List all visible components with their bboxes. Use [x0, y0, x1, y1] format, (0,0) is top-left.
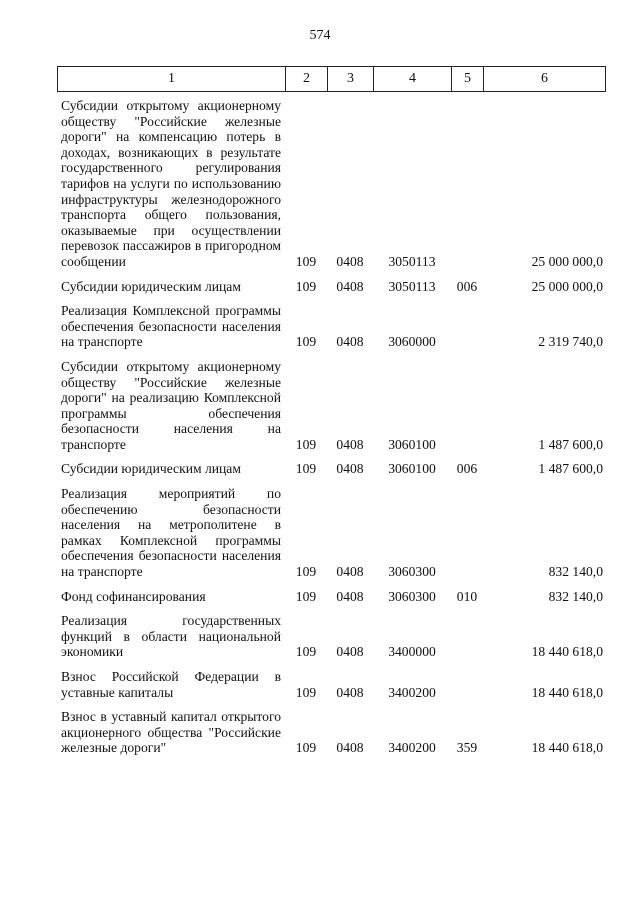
table-row: [57, 589, 605, 605]
column-header-row: [58, 67, 606, 92]
budget-rows: [57, 92, 605, 756]
row-ministry-code: 109: [295, 684, 317, 700]
column-header-5: 5: [452, 67, 484, 92]
row-target-code: 3050113: [388, 253, 436, 269]
row-description: Реализация государственных функций в области национальной экономики: [61, 613, 281, 660]
row-ministry-code: 109: [295, 436, 317, 452]
row-expense-type: 359: [456, 740, 478, 756]
table-row: [57, 98, 605, 270]
column-header-3: 3: [328, 67, 374, 92]
row-section-code: 0408: [336, 564, 364, 580]
row-section-code: 0408: [336, 436, 364, 452]
row-amount: 18 440 618,0: [531, 740, 603, 756]
table-row: [57, 279, 605, 295]
row-description: Субсидии открытому акционерному обществу "Российские железные дороги" на компенсацию потерь в доходах, возникающих в результате государственного регулирования тарифов на услуги по использованию инфраструктуры железнодорожного транспорта общего пользования, оказываемые при осуществлении перевозок пассажиров в пригородном сообщении: [61, 98, 281, 269]
table-row: [57, 486, 605, 580]
row-target-code: 3060100: [388, 436, 436, 452]
row-section-code: 0408: [336, 334, 364, 350]
column-header-2: 2: [286, 67, 328, 92]
column-header-1: 1: [58, 67, 286, 92]
row-description: Субсидии юридическим лицам: [61, 461, 241, 477]
row-description: Субсидии открытому акционерному обществу "Российские железные дороги" на реализацию Комплексной программы обеспечения безопасности населения на транспорте: [61, 358, 281, 452]
row-amount: 832 140,0: [548, 564, 603, 580]
table-row: [57, 461, 605, 477]
table-row: [57, 303, 605, 350]
row-amount: 1 487 600,0: [538, 461, 603, 477]
column-header-6: 6: [484, 67, 606, 92]
row-description: Взнос в уставный капитал открытого акционерного общества "Российские железные дороги": [61, 709, 281, 756]
page-number: 574: [309, 28, 331, 43]
row-expense-type: 006: [456, 461, 478, 477]
row-ministry-code: 109: [295, 253, 317, 269]
row-target-code: 3060300: [388, 588, 436, 604]
row-ministry-code: 109: [295, 334, 317, 350]
row-ministry-code: 109: [295, 461, 317, 477]
row-section-code: 0408: [336, 684, 364, 700]
row-description: Взнос Российской Федерации в уставные капиталы: [61, 669, 281, 700]
column-header-table: [57, 66, 606, 92]
column-header-4: 4: [374, 67, 452, 92]
row-expense-type: 010: [456, 588, 478, 604]
row-description: Реализация Комплексной программы обеспечения безопасности населения на транспорте: [61, 303, 281, 350]
row-target-code: 3060000: [388, 334, 436, 350]
row-ministry-code: 109: [295, 278, 317, 294]
table-row: [57, 613, 605, 660]
row-ministry-code: 109: [295, 588, 317, 604]
row-amount: 2 319 740,0: [538, 334, 603, 350]
row-amount: 1 487 600,0: [538, 436, 603, 452]
row-ministry-code: 109: [295, 740, 317, 756]
row-description: Реализация мероприятий по обеспечению безопасности населения на метрополитене в рамках Комплексной программы обеспечения безопасности населения на транспорте: [61, 486, 281, 580]
row-ministry-code: 109: [295, 564, 317, 580]
row-amount: 832 140,0: [548, 588, 603, 604]
table-row: [57, 359, 605, 453]
row-target-code: 3060100: [388, 461, 436, 477]
row-section-code: 0408: [336, 644, 364, 660]
row-ministry-code: 109: [295, 644, 317, 660]
row-section-code: 0408: [336, 278, 364, 294]
row-description: Фонд софинансирования: [61, 588, 206, 604]
row-section-code: 0408: [336, 740, 364, 756]
row-amount: 18 440 618,0: [531, 644, 603, 660]
row-target-code: 3400200: [388, 740, 436, 756]
row-section-code: 0408: [336, 461, 364, 477]
row-section-code: 0408: [336, 588, 364, 604]
row-amount: 18 440 618,0: [531, 684, 603, 700]
row-target-code: 3050113: [388, 278, 436, 294]
row-amount: 25 000 000,0: [531, 278, 603, 294]
row-amount: 25 000 000,0: [531, 253, 603, 269]
row-description: Субсидии юридическим лицам: [61, 278, 241, 294]
row-target-code: 3060300: [388, 564, 436, 580]
row-section-code: 0408: [336, 253, 364, 269]
row-target-code: 3400200: [388, 684, 436, 700]
table-row: [57, 709, 605, 756]
row-expense-type: 006: [456, 278, 478, 294]
row-target-code: 3400000: [388, 644, 436, 660]
table-row: [57, 669, 605, 700]
